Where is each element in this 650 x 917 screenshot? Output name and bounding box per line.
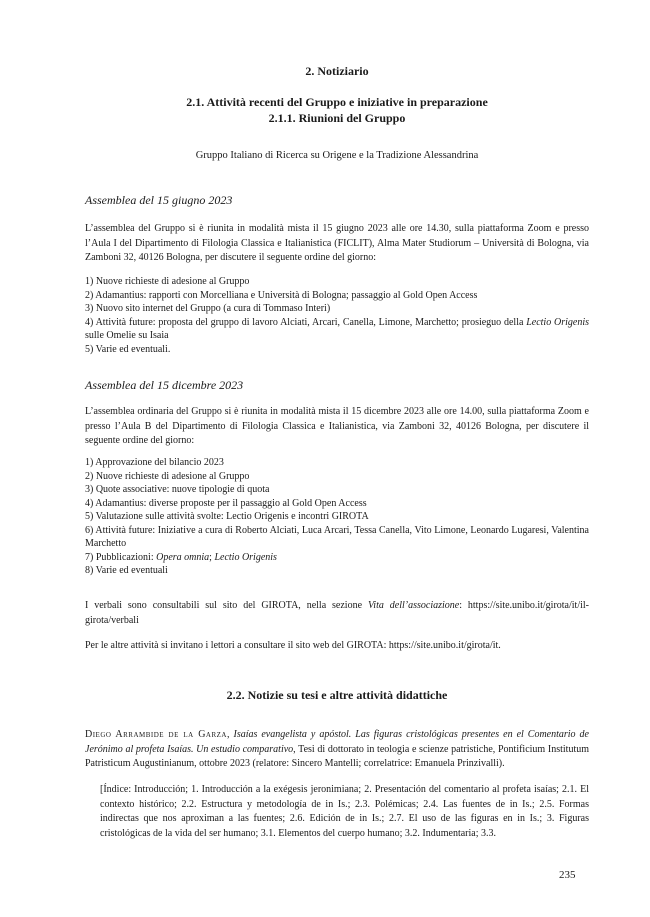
verbali-paragraph <box>85 599 589 628</box>
other-activities-paragraph: Per le altre attività si invitano i lettori a consultare il sito web del GIROTA: https://site.unibo.it/girota/it. <box>85 640 501 651</box>
meeting1-item-2: 2) Adamantius: rapporti con Morcelliana e Università di Bologna; passaggio al Gold Open Access <box>85 289 478 301</box>
section-subtitle: 2.1. Attività recenti del Gruppo e iniziative in preparazione <box>186 95 488 109</box>
verbali-text: I verbali sono consultabili sul sito del GIROTA, nella sezione <box>85 600 368 611</box>
meeting2-item-5: 5) Valutazione sulle attività svolte: Lectio Origenis e incontri GIROTA <box>85 511 369 522</box>
verbali-link: : https://site.unibo.it/girota/it/il-girota/verbali <box>85 600 589 626</box>
meeting2-item-4: 4) Adamantius: diverse proposte per il passaggio al Gold Open Access <box>85 497 367 509</box>
meeting2-item-7-sep: ; <box>209 551 215 563</box>
thesis-sep: , <box>226 729 234 740</box>
meeting1-item-4-italic: Lectio Origenis <box>526 316 589 328</box>
meeting1-item-1: 1) Nuove richieste di adesione al Gruppo <box>85 276 250 287</box>
thesis-index: [Índice: Introducción; 1. Introducción a la exégesis jeronimiana; 2. Presentación del comentario al profeta isaías; 2.1. El contexto histórico; 2.2. Estructura y metodología de in Is.; 2.3. Polémicas; 2.4. Las fuentes de in Is.; 2.5. Formas indirectas que nos aproximan a las fuentes; 2.6. Edición de in Is.; 2.7. El uso de las figuras en in Is.; 3. Figuras cristológicas de la vida del ser humano; 3.1. Elementos del cuerpo humano; 3.2. Indumentaria; 3.3. <box>100 784 589 839</box>
thesis-details: , Tesi di dottorato in teologia e scienze patristiche, Pontificium Institutum Patristicum Augustinianum, ottobre 2023 (relatore: Sincero Mantelli; correlatrice: Emanuela Prinzivalli). <box>85 743 589 769</box>
meeting1-item-4-suffix: sulle Omelie su Isaia <box>85 330 169 341</box>
section-title: 2. Notiziario <box>305 64 369 78</box>
meeting2-item-7-italic-1: Opera omnia <box>156 551 210 563</box>
page-number: 235 <box>559 869 576 881</box>
meeting2-agenda <box>85 456 589 578</box>
meeting1-intro: L’assemblea del Gruppo si è riunita in modalità mista il 15 giugno 2023 alle ore 14.30, sulla piattaforma Zoom e presso l’Aula I del Dipartimento di Filologia Classica e Italianistica (FICLIT), Alma Mater Studiorum – Università di Bologna, via Zamboni 32, 40126 Bologna, per discutere il seguente ordine del giorno: <box>85 223 589 263</box>
meeting2-title: Assemblea del 15 dicembre 2023 <box>85 378 244 392</box>
meeting2-item-8: 8) Varie ed eventuali <box>85 565 168 576</box>
thesis-entry <box>85 728 589 772</box>
meeting2-item-6: 6) Attività future: Iniziative a cura di Roberto Alciati, Luca Arcari, Tessa Canella, Vito Limone, Leonardo Lugaresi, Valentina Marchetto <box>85 524 589 549</box>
meeting2-item-1: 1) Approvazione del bilancio 2023 <box>85 457 224 468</box>
meeting2-item-2: 2) Nuove richieste di adesione al Gruppo <box>85 470 250 482</box>
meeting2-item-7 <box>85 551 589 565</box>
meeting1-item-4-text: 4) Attività future: proposta del gruppo di lavoro Alciati, Arcari, Canella, Limone, Marchetto; prosieguo della <box>85 316 527 328</box>
section-subsubtitle: 2.1.1. Riunioni del Gruppo <box>268 111 406 125</box>
section2-title: 2.2. Notizie su tesi e altre attività didattiche <box>226 688 448 702</box>
meeting1-item-5: 5) Varie ed eventuali. <box>85 343 171 355</box>
meeting2-item-7-italic-2: Lectio Origenis <box>214 551 277 563</box>
meeting1-item-4 <box>85 316 589 343</box>
verbali-section-name: Vita dell’associazione <box>367 600 460 611</box>
meeting1-title: Assemblea del 15 giugno 2023 <box>85 193 233 207</box>
thesis-author: Diego Arrambide de la Garza <box>85 729 227 740</box>
meeting2-intro: L’assemblea ordinaria del Gruppo si è riunita in modalità mista il 15 dicembre 2023 alle ore 14.00, sulla piattaforma Zoom e presso l’Aula B del Dipartimento di Filologia Classica e Italianistica, via Zamboni 32, 40126 Bologna, per discutere il seguente ordine del giorno: <box>85 406 589 446</box>
meeting1-agenda <box>85 275 589 356</box>
group-name: Gruppo Italiano di Ricerca su Origene e la Tradizione Alessandrina <box>195 150 479 161</box>
meeting1-item-3: 3) Nuovo sito internet del Gruppo (a cura di Tommaso Interi) <box>85 303 331 314</box>
meeting2-item-3: 3) Quote associative: nuove tipologie di quota <box>85 484 270 495</box>
thesis-title: Isaías evangelista y apóstol. Las figuras cristológicas presentes en el Comentario de Jerónimo al profeta Isaías. Un estudio comparativo <box>85 729 589 755</box>
meeting2-item-7-text: 7) Pubblicazioni: <box>85 551 157 563</box>
